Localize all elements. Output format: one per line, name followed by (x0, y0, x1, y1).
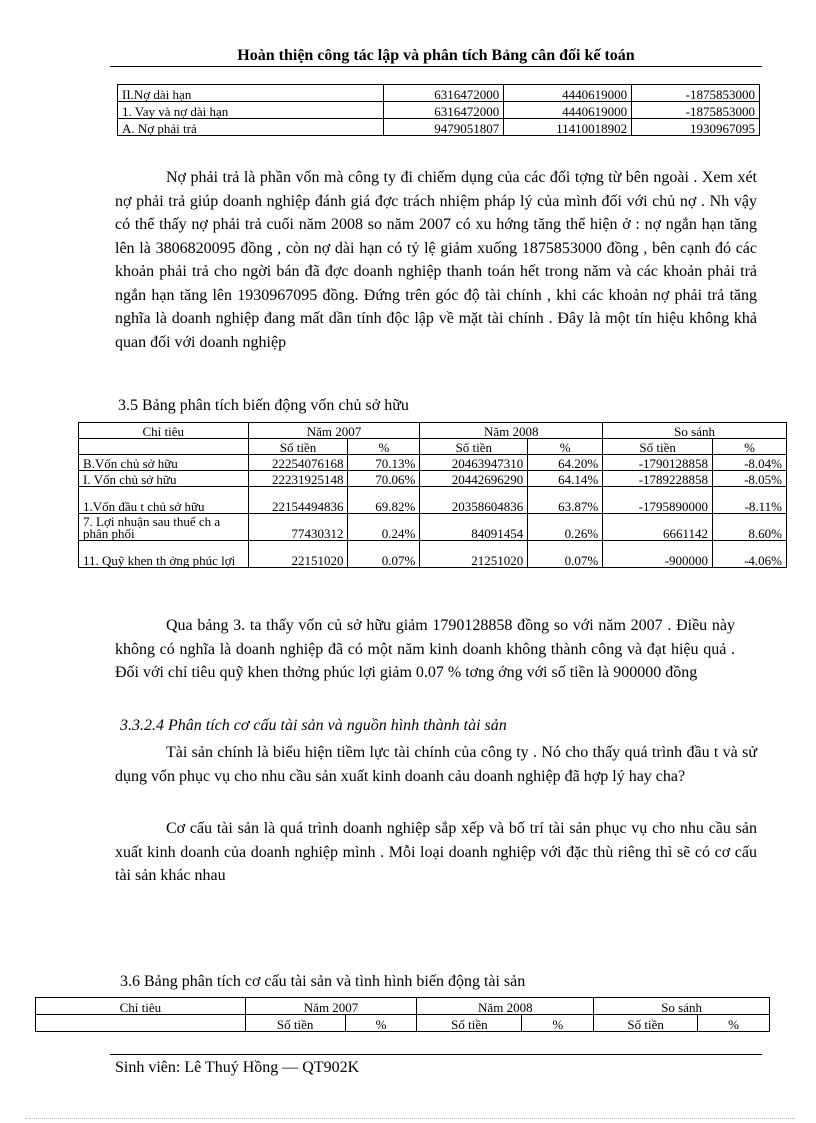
table-row (118, 102, 760, 119)
column-subheader: Số tiền (420, 439, 528, 455)
table-subheader-row (79, 439, 787, 455)
table-subheader-row (36, 1015, 770, 1032)
page-footer: Sinh viên: Lê Thuý Hồng — QT902K (115, 1059, 360, 1076)
cell-value: 4440619000 (504, 85, 632, 102)
cell-value: 1930967095 (632, 119, 760, 136)
column-header: Năm 2007 (248, 423, 420, 439)
column-header: Năm 2008 (420, 423, 603, 439)
table-row (118, 85, 760, 102)
paragraph-debt-analysis: Nợ phải trả là phần vốn mà công ty đi chiếm dụng của các đối tợng từ bên ngoài . Xem xét nợ phải trả giúp doanh nghiệp đánh giá đợc trách nhiệm pháp lý của mình đối với chủ nợ . Nh vậy có thể thấy nợ phải trả cuối năm 2008 so năm 2007 có xu hớng tăng thể hiện ở : nợ ngắn hạn tăng lên là 3806820095 đồng , còn nợ dài hạn có tỷ lệ giảm xuống 1875853000 đồng , bên cạnh đó các khoản phải trả cho ngời bán đã đợc doanh nghiệp thanh toán hết trong năm và các khoản phải trả ngắn hạn tăng lên 1930967095 đồng. Đứng trên góc độ tài chính , khi các khoản nợ phải trả tăng nghĩa là doanh nghiệp đang mất dần tính độc lập về mặt tài chính . Đây là một tín hiệu không khả quan đối với doanh nghiệp (115, 169, 757, 351)
row-label: II.Nợ dài hạn (118, 85, 384, 102)
column-subheader: % (698, 1015, 770, 1032)
column-subheader: % (348, 439, 420, 455)
cell-value: 20442696290 (420, 471, 528, 487)
cell-value: 70.13% (348, 455, 420, 471)
cell-value: -8.11% (713, 487, 787, 514)
section-heading-3-5: 3.5 Bảng phân tích biến động vốn chủ sở hữu (118, 397, 409, 414)
row-label: 1.Vốn đầu t chủ sở hữu (79, 487, 249, 514)
cell-value: 0.24% (348, 514, 420, 541)
column-subheader: Số tiền (594, 1015, 698, 1032)
column-subheader: Số tiền (417, 1015, 522, 1032)
table-row (79, 487, 787, 514)
column-header: So sánh (594, 998, 770, 1015)
cell-value: 77430312 (248, 514, 348, 541)
cell-value: 8.60% (713, 514, 787, 541)
table-row (79, 455, 787, 471)
column-header: So sánh (603, 423, 787, 439)
cell-value: 20463947310 (420, 455, 528, 471)
column-subheader: % (522, 1015, 594, 1032)
cell-value: 64.20% (528, 455, 603, 471)
cell-value: 69.82% (348, 487, 420, 514)
table-row (79, 514, 787, 541)
cell-value: 0.07% (348, 541, 420, 568)
row-label: 1. Vay và nợ dài hạn (118, 102, 384, 119)
column-subheader: Số tiền (248, 439, 348, 455)
column-subheader: Số tiền (603, 439, 713, 455)
table-row (79, 541, 787, 568)
column-subheader: % (345, 1015, 417, 1032)
row-label: 11. Quỹ khen th ởng phúc lợi (79, 541, 249, 568)
table-row (79, 471, 787, 487)
row-label: A. Nợ phải trả (118, 119, 384, 136)
cell-value: 22154494836 (248, 487, 348, 514)
cell-value: 20358604836 (420, 487, 528, 514)
column-header: Năm 2007 (245, 998, 417, 1015)
cell-value: -4.06% (713, 541, 787, 568)
column-header: Năm 2008 (417, 998, 594, 1015)
cell-value: -8.04% (713, 455, 787, 471)
table-row (118, 119, 760, 136)
section-heading-3-6: 3.6 Bảng phân tích cơ cấu tài sản và tình hình biến động tài sản (120, 973, 526, 990)
cell-value: 21251020 (420, 541, 528, 568)
paragraph-equity-analysis: Qua bảng 3. ta thấy vốn củ sở hữu giảm 1790128858 đồng so với năm 2007 . Điều này không có nghĩa là doanh nghiệp đã có một năm kinh doanh không thành công và đạt hiệu quả . Đối với chỉ tiêu quỹ khen thởng phúc lợi giảm 0.07 % tơng ớng với số tiền là 900000 đồng (115, 617, 735, 681)
row-label: B.Vốn chủ sở hữu (79, 455, 249, 471)
cell-value: 6316472000 (384, 102, 504, 119)
cell-value: -1789228858 (603, 471, 713, 487)
paragraph-asset-structure: Cơ cấu tài sản là quá trình doanh nghiệp sắp xếp và bố trí tài sản phục vụ cho nhu cầu sản xuất kinh doanh của doanh nghiệp mình . Mỗi loại doanh nghiệp với đặc thù riêng thì sẽ có cơ cấu tài sản khác nhau (115, 820, 757, 884)
cell-value: -1790128858 (603, 455, 713, 471)
cell-value: 9479051807 (384, 119, 504, 136)
debt-table (117, 84, 760, 136)
column-subheader: % (528, 439, 603, 455)
column-subheader: % (713, 439, 787, 455)
equity-table (78, 422, 787, 568)
cell-value: 84091454 (420, 514, 528, 541)
cell-value: 63.87% (528, 487, 603, 514)
paragraph-assets-intro: Tài sản chính là biểu hiện tiềm lực tài chính của công ty . Nó cho thấy quá trình đầu t và sử dụng vốn phục vụ cho nhu cầu sản xuất kinh doanh cảu doanh nghiệp đã hợp lý hay cha? (115, 744, 757, 785)
column-subheader: Số tiền (245, 1015, 345, 1032)
cell-value: 6316472000 (384, 85, 504, 102)
table-header-row (79, 423, 787, 439)
row-label: I. Vốn chủ sở hữu (79, 471, 249, 487)
cell-value: 22151020 (248, 541, 348, 568)
cell-value: 22254076168 (248, 455, 348, 471)
cell-value: -1875853000 (632, 102, 760, 119)
asset-structure-table (35, 997, 770, 1032)
section-heading-3-3-2-4: 3.3.2.4 Phân tích cơ cấu tài sản và nguồn hình thành tài sản (120, 717, 507, 734)
table-header-row (36, 998, 770, 1015)
cell-value: -8.05% (713, 471, 787, 487)
cell-value: 0.26% (528, 514, 603, 541)
column-header: Chỉ tiêu (79, 423, 249, 439)
empty-cell (36, 1015, 246, 1032)
cell-value: 11410018902 (504, 119, 632, 136)
cell-value: -1795890000 (603, 487, 713, 514)
cell-value: 0.07% (528, 541, 603, 568)
row-label: 7. Lợi nhuận sau thuế ch a phân phối (79, 514, 249, 541)
page-header: Hoàn thiện công tác lập và phân tích Bảng cân đối kế toán (110, 47, 762, 67)
column-header: Chỉ tiêu (36, 998, 246, 1015)
cell-value: 70.06% (348, 471, 420, 487)
cell-value: 6661142 (603, 514, 713, 541)
empty-cell (79, 439, 249, 455)
cell-value: -1875853000 (632, 85, 760, 102)
cell-value: 22231925148 (248, 471, 348, 487)
page-bottom-border (25, 1118, 795, 1119)
cell-value: -900000 (603, 541, 713, 568)
cell-value: 4440619000 (504, 102, 632, 119)
footer-divider (110, 1054, 762, 1055)
cell-value: 64.14% (528, 471, 603, 487)
